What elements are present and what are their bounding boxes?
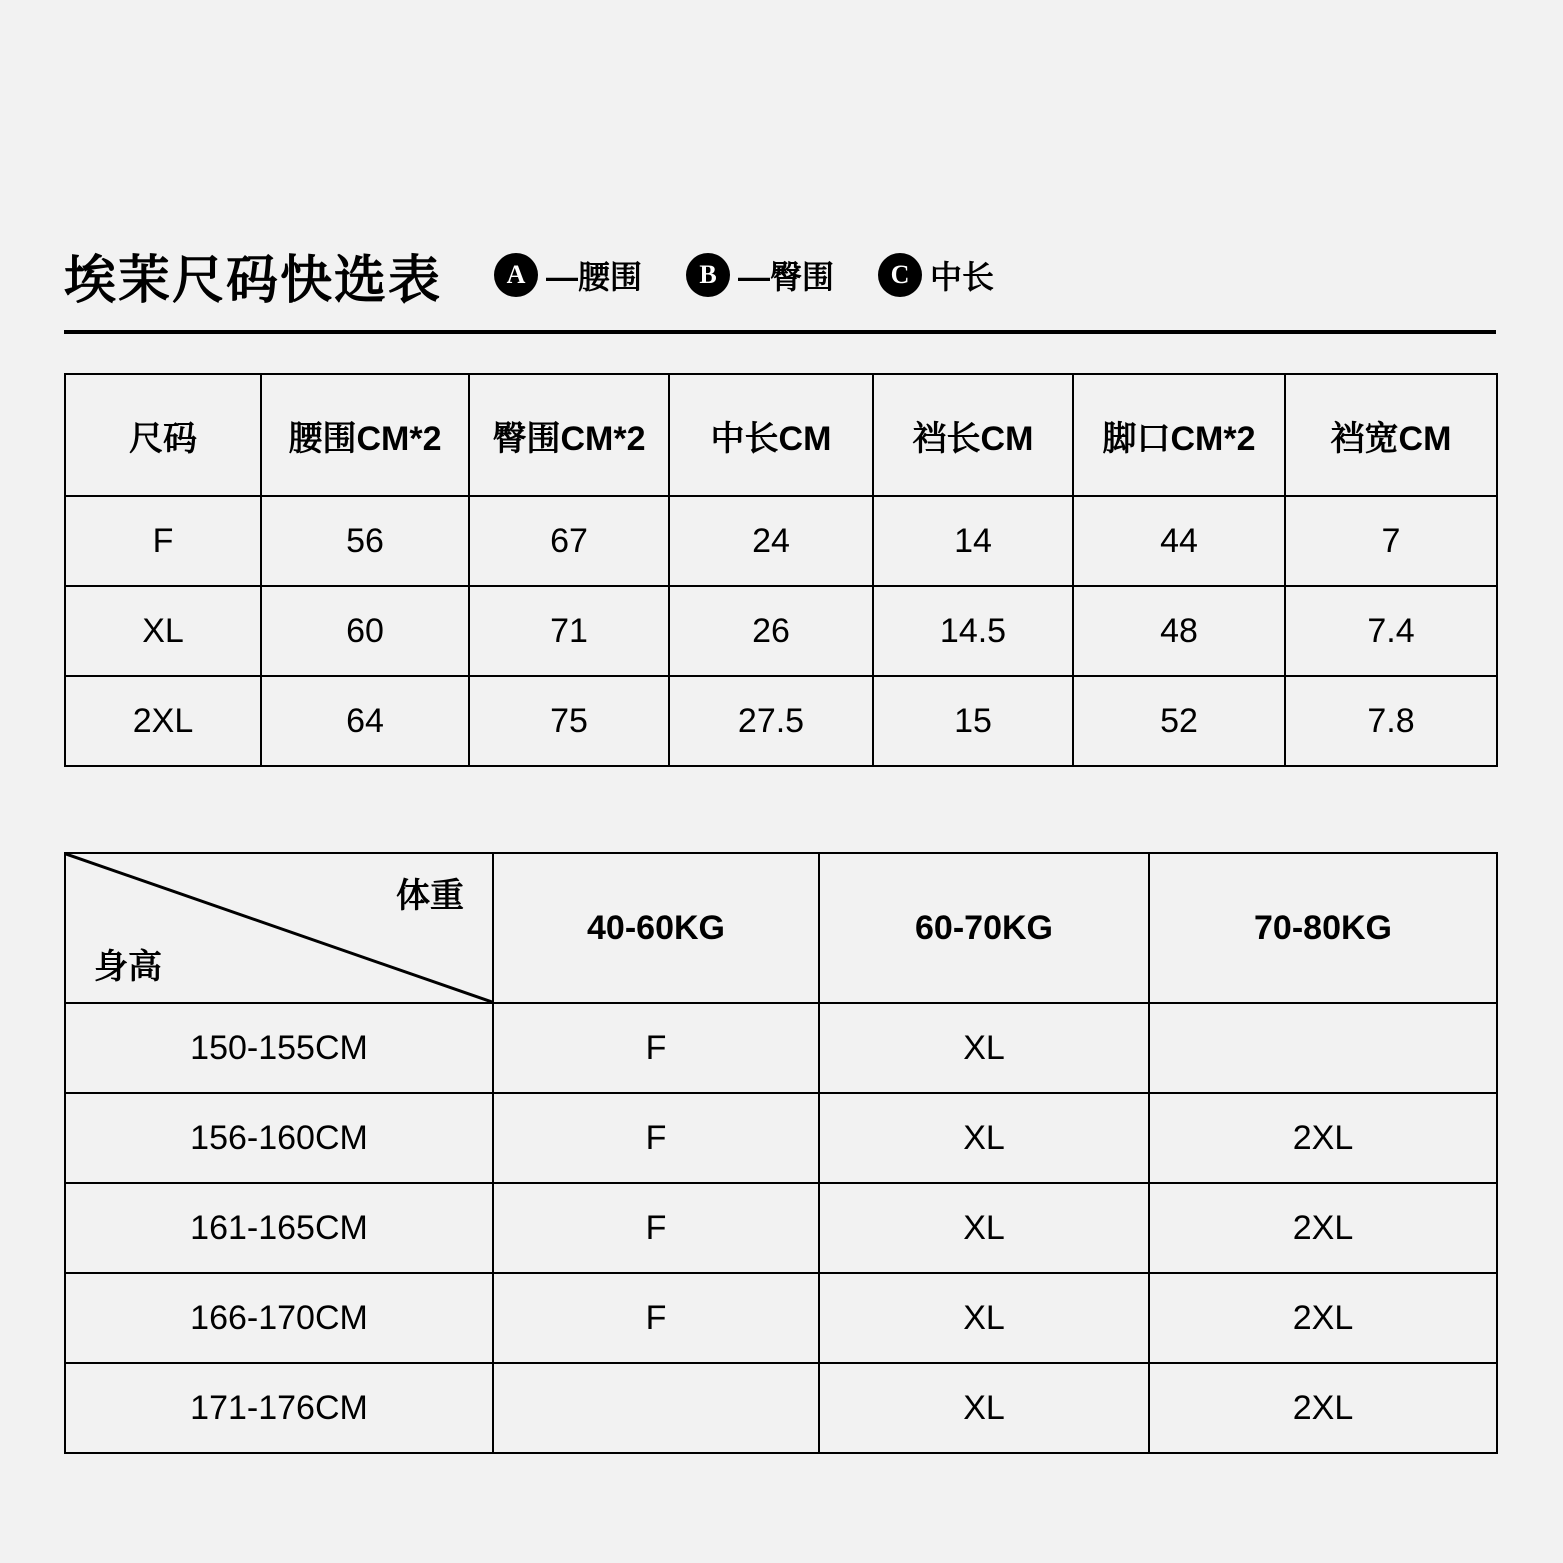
cell-recommended-size: 2XL	[1149, 1183, 1497, 1273]
table-row	[65, 1093, 1497, 1183]
page-title: 埃茉尺码快选表	[64, 251, 443, 310]
table-row	[65, 1363, 1497, 1453]
cell-hip: 71	[469, 586, 669, 676]
table-row	[65, 1183, 1497, 1273]
header-cell: 臀围CM*2	[469, 374, 669, 496]
table-row	[65, 586, 1497, 676]
cell-crotch-length: 15	[873, 676, 1073, 766]
cell-waist: 60	[261, 586, 469, 676]
size-chart-sheet	[28, 140, 1535, 1560]
cell-leg-opening: 48	[1073, 586, 1285, 676]
title-row	[64, 240, 1494, 310]
cell-length: 24	[669, 496, 873, 586]
cell-crotch-width: 7.8	[1285, 676, 1497, 766]
badge-c-icon: C	[878, 253, 922, 297]
table-row	[65, 1273, 1497, 1363]
legend-item-b	[686, 252, 834, 298]
cell-size: 2XL	[65, 676, 261, 766]
header-weight-3: 70-80KG	[1149, 853, 1497, 1003]
table-row	[65, 1003, 1497, 1093]
cell-recommended-size	[1149, 1003, 1497, 1093]
cell-crotch-length: 14.5	[873, 586, 1073, 676]
cell-waist: 64	[261, 676, 469, 766]
cell-recommended-size	[493, 1363, 819, 1453]
corner-weight-label: 体重	[396, 877, 464, 915]
cell-length: 27.5	[669, 676, 873, 766]
header-cell: 裆长CM	[873, 374, 1073, 496]
cell-crotch-length: 14	[873, 496, 1073, 586]
table-header-row	[65, 374, 1497, 496]
title-divider	[64, 330, 1496, 334]
cell-recommended-size: 2XL	[1149, 1093, 1497, 1183]
header-weight-1: 40-60KG	[493, 853, 819, 1003]
cell-hip: 75	[469, 676, 669, 766]
cell-recommended-size: F	[493, 1093, 819, 1183]
legend-item-a	[494, 252, 642, 298]
cell-length: 26	[669, 586, 873, 676]
cell-height-range: 166-170CM	[65, 1273, 493, 1363]
legend-label-c: 中长	[930, 259, 995, 295]
cell-size: F	[65, 496, 261, 586]
header-weight-2: 60-70KG	[819, 853, 1149, 1003]
table-row	[65, 676, 1497, 766]
cell-leg-opening: 52	[1073, 676, 1285, 766]
header-cell: 腰围CM*2	[261, 374, 469, 496]
cell-height-range: 161-165CM	[65, 1183, 493, 1273]
header-cell: 中长CM	[669, 374, 873, 496]
header-cell: 尺码	[65, 374, 261, 496]
cell-recommended-size: 2XL	[1149, 1363, 1497, 1453]
legend-label-a: —腰围	[546, 259, 643, 295]
badge-a-icon: A	[494, 253, 538, 297]
legend-item-c	[878, 252, 994, 298]
cell-recommended-size: 2XL	[1149, 1273, 1497, 1363]
cell-recommended-size: XL	[819, 1183, 1149, 1273]
legend	[494, 252, 994, 298]
badge-b-icon: B	[686, 253, 730, 297]
cell-size: XL	[65, 586, 261, 676]
cell-hip: 67	[469, 496, 669, 586]
cell-leg-opening: 44	[1073, 496, 1285, 586]
size-measurement-table	[64, 373, 1498, 767]
corner-height-label: 身高	[94, 948, 162, 986]
table-row	[65, 496, 1497, 586]
cell-height-range: 171-176CM	[65, 1363, 493, 1453]
cell-recommended-size: XL	[819, 1093, 1149, 1183]
cell-crotch-width: 7	[1285, 496, 1497, 586]
cell-crotch-width: 7.4	[1285, 586, 1497, 676]
size-recommendation-table	[64, 852, 1498, 1454]
cell-recommended-size: F	[493, 1003, 819, 1093]
corner-cell	[65, 853, 493, 1003]
cell-recommended-size: XL	[819, 1273, 1149, 1363]
cell-recommended-size: F	[493, 1273, 819, 1363]
cell-recommended-size: XL	[819, 1363, 1149, 1453]
legend-label-b: —臀围	[738, 259, 835, 295]
cell-waist: 56	[261, 496, 469, 586]
cell-height-range: 156-160CM	[65, 1093, 493, 1183]
cell-height-range: 150-155CM	[65, 1003, 493, 1093]
header-cell: 脚口CM*2	[1073, 374, 1285, 496]
cell-recommended-size: F	[493, 1183, 819, 1273]
table-header-row	[65, 853, 1497, 1003]
header-cell: 裆宽CM	[1285, 374, 1497, 496]
cell-recommended-size: XL	[819, 1003, 1149, 1093]
